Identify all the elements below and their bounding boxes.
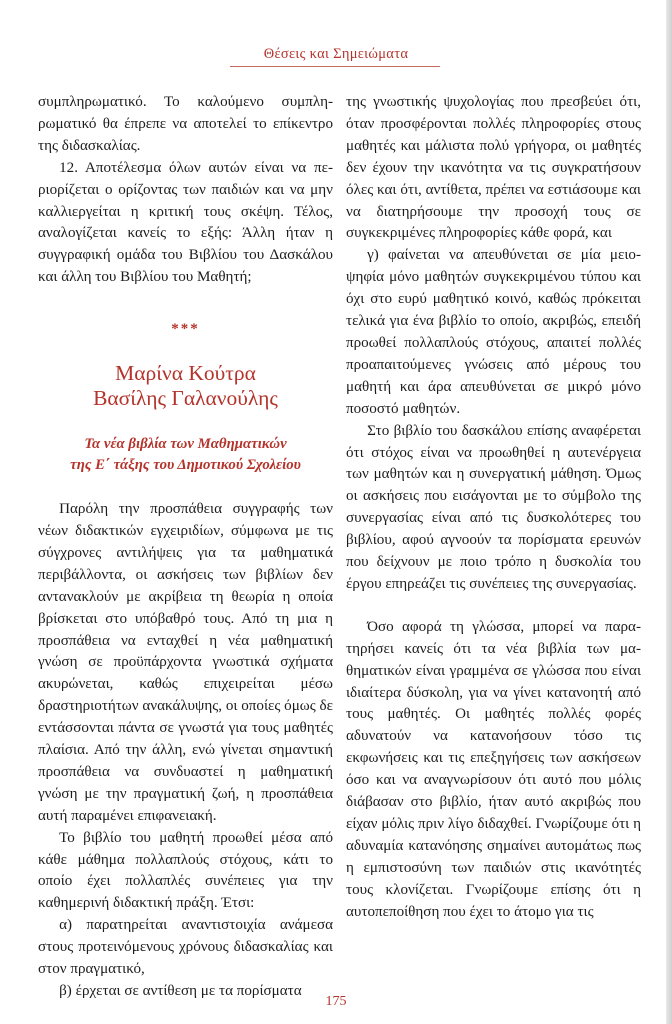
left-column bbox=[38, 92, 333, 1003]
right-column bbox=[346, 92, 641, 924]
author-name: Βασίλης Γαλανούλης bbox=[93, 386, 278, 411]
section-separator: *** bbox=[171, 321, 200, 338]
page-edge bbox=[666, 0, 672, 1024]
paragraph: Το βιβλίο του μαθητή προωθεί μέσα από κάθε μάθημα πολλαπλούς στόχους, κάτι το οποίο έχει πολλαπλές συνέπειες για την καθημερινή διδακτική πράξη. Έτσι: bbox=[38, 829, 333, 912]
paragraph: Όσο αφορά τη γλώσσα, μπορεί να παρατηρήσει κανείς ότι τα νέα βιβλία των μαθηματικών είναι γραμμένα σε γλώσσα που είναι ιδιαίτερα δύσκολη, για να γίνει κατανοητή από τους μαθητές. Οι μαθητές πολλές φορές αδυνατούν να κατανοήσουν τόσο τις εκφωνήσεις και τις επεξηγήσεις των ασκήσεων όσο και να αναγνωρίσουν ότι αυτό που μόλις διάβασαν στο βιβλίο, ήταν αυτό ακριβώς που είχαν μόλις πριν λίγο διδαχθεί. Γνωρίζουμε ότι η αδυναμία κατανόησης σημαίνει αυτομάτως πως η εμπιστοσύνη των παιδιών στις ικανότητές τους κλονίζεται. Γνωρίζουμε επίσης ότι η αυτοπεποίθηση που έχει το άτομο για τις bbox=[346, 618, 641, 920]
paragraph: Παρόλη την προσπάθεια συγγραφής των νέων διδακτικών εγχειριδίων, σύμφωνα με τις σύγχρονες αντιλήψεις για τα μαθηματικά περιβάλλοντα, οι ασκήσεις των βιβλίων δεν αντανακλούν με ακρίβεια τη θεωρία η οποία βρίσκεται στο υπόβαθρό τους. Από τη μια η προσπάθεια να ενταχθεί η νέα μαθηματική γνώση σε προϋπάρχοντα γνωστικά σχήματα ακυρώνεται, καθώς επιχειρείται μέσω δραστηριοτήτων ανακάλυψης, οι οποίες όμως δε εντάσσονται πάντα σε γνωστά για τους μαθητές πλαίσια. Από την άλλη, ενώ γίνεται σημαντική προσπάθεια να συνδυαστεί η μαθηματική γνώση με την πραγματική ζωή, η προσπάθεια αυτή παραμένει επιφανειακή. bbox=[38, 501, 333, 824]
paragraph-continued: της γνωστικής ψυχολογίας που πρεσβεύει ότι, όταν προσφέρονται πολλές πληροφορίες στους μαθητές και μάλιστα πολύ γρήγορα, οι μαθητές δεν έχουν την ικανότητα να τις συγκρατήσουν όλες και ότι, αντίθετα, πρέπει να εστιάσουμε και να διατηρήσουμε την προσοχή τους σε συγκεκριμένες πληροφορίες κάθε φορά, και bbox=[346, 94, 641, 242]
author-name: Μαρίνα Κούτρα bbox=[115, 361, 256, 386]
paragraph-continued: συμπληρωματικό. Το καλούμενο συμπληρωματικό θα έπρεπε να αποτελεί το επίκεντρο της διδασκαλίας. bbox=[38, 94, 333, 154]
article-title-line: της Ε΄ τάξης του Δημοτικού Σχολείου bbox=[70, 457, 301, 474]
article-title bbox=[38, 434, 333, 476]
running-head-rule bbox=[230, 66, 440, 67]
list-item-c: γ) φαίνεται να απευθύνεται σε μία μειοψηφία μόνο μαθητών συγκεκριμένου τύπου και όχι στο ευρύ μαθητικό κοινό, καθώς πρόκειται τελικά για ένα βιβλίο το οποίο, ακριβώς, επειδή προωθεί πολλαπλούς στόχους, απαιτεί πολλές προαπαιτούμενες γνώσεις από μέρους του μαθητή και άρα απευθύνεται σε μικρό μόνο ποσοστό μαθητών. bbox=[346, 247, 641, 417]
page-number: 175 bbox=[325, 994, 347, 1009]
paragraph: Στο βιβλίο του δασκάλου επίσης αναφέρεται ότι στόχος είναι να προωθηθεί η αυτενέργεια των μαθητών και η συνεργατική μάθηση. Όμως οι ασκήσεις που εισάγονται με το σύμβολο της συνεργασίας είναι από τις δυσκολότερες του βιβλίου, αφού αγνοούν τα πορίσματα ερευνών που δείχνουν με ποιο τρόπο η δυσκολία του έργου επηρεάζει τις συνέπειες της συνεργασίας. bbox=[346, 422, 641, 592]
list-item-b: β) έρχεται σε αντίθεση με τα πορίσματα bbox=[59, 983, 302, 999]
paragraph-point-12: 12. Αποτέλεσμα όλων αυτών είναι να περιορίζεται ο ορίζοντας των παιδιών και να μην καλλιεργείται η κριτική τους σκέψη. Τέλος, αναλογίζεται κανείς το εξής: Άλλη ήταν η συγγραφική ομάδα του Βιβλίου του Δασκάλου και άλλη του Βιβλίου του Μαθητή; bbox=[38, 159, 333, 286]
article-authors bbox=[38, 361, 333, 411]
running-head: Θέσεις και Σημειώματα bbox=[263, 46, 409, 62]
article-title-line: Τα νέα βιβλία των Μαθηματικών bbox=[84, 436, 287, 453]
list-item-a: α) παρατηρείται αναντιστοιχία ανάμεσα στους προτεινόμενους χρόνους διδασκαλίας και στον πραγματικό, bbox=[38, 917, 333, 978]
